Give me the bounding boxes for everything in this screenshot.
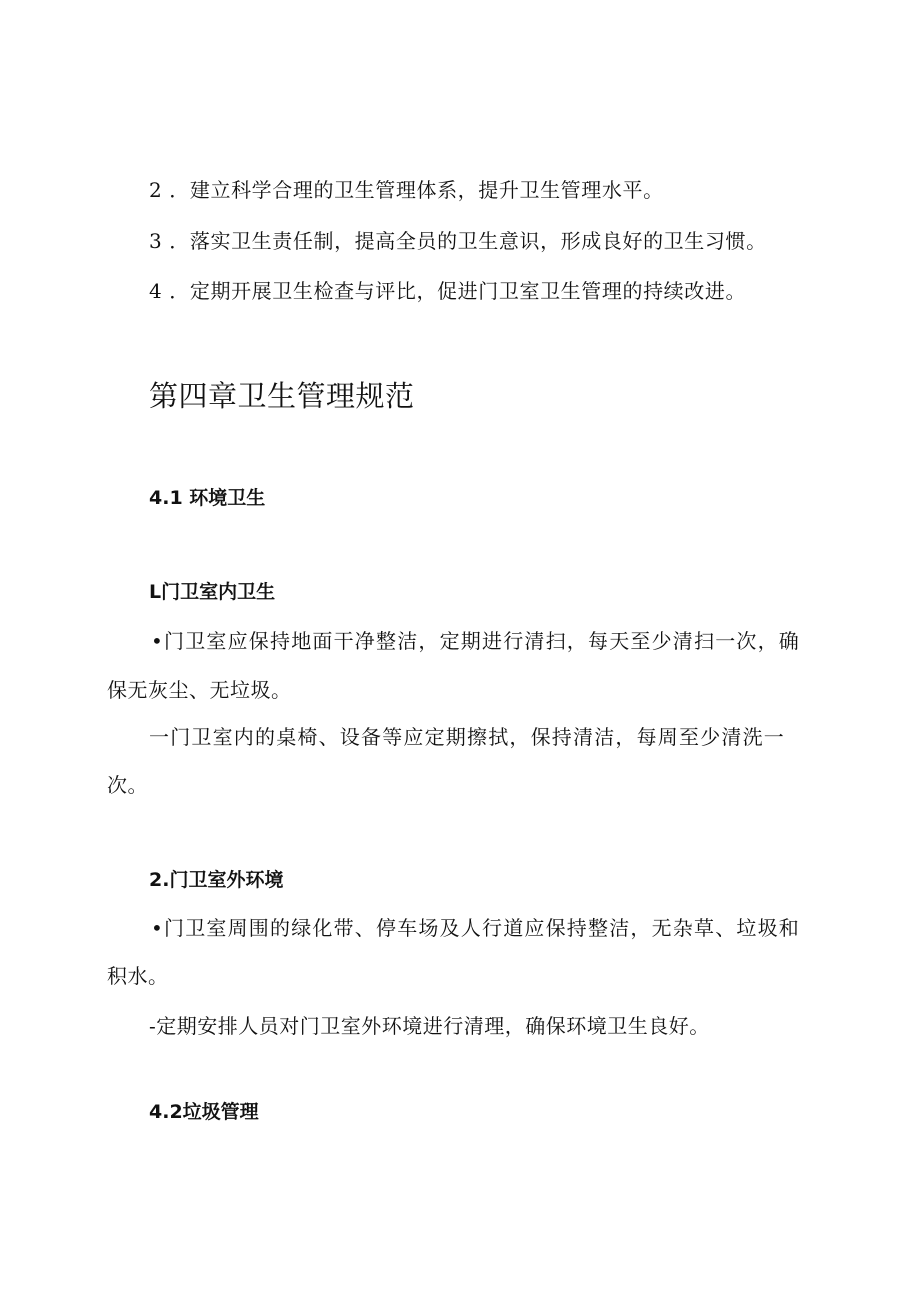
- subsection-heading-indoor: L门卫室内卫生: [149, 581, 276, 603]
- list-item-3: 3 ．落实卫生责任制，提高全员的卫生意识，形成良好的卫生习惯。: [149, 229, 767, 253]
- list-item-4: 4 ．定期开展卫生检查与评比，促进门卫室卫生管理的持续改进。: [149, 279, 747, 303]
- paragraph-indoor-furniture-line-1: 一门卫室内的桌椅、设备等应定期擦拭，保持清洁，每周至少清洗一: [149, 725, 785, 749]
- subsection-heading-outdoor: 2.门卫室外环境: [149, 869, 284, 891]
- paragraph-indoor-furniture-line-2: 次。: [107, 773, 148, 797]
- section-heading-4-2: 4.2垃圾管理: [149, 1101, 259, 1123]
- section-heading-4-1: 4.1 环境卫生: [149, 487, 266, 509]
- paragraph-indoor-floor-line-2: 保无灰尘、无垃圾。: [107, 678, 292, 702]
- paragraph-outdoor-cleaning: -定期安排人员对门卫室外环境进行清理，确保环境卫生良好。: [149, 1014, 710, 1038]
- paragraph-outdoor-surroundings-line-1: •门卫室周围的绿化带、停车场及人行道应保持整洁，无杂草、垃圾和: [151, 916, 800, 940]
- paragraph-indoor-floor-line-1: •门卫室应保持地面干净整洁，定期进行清扫，每天至少清扫一次，确: [151, 629, 800, 653]
- chapter-title: 第四章卫生管理规范: [149, 379, 415, 413]
- paragraph-outdoor-surroundings-line-2: 积水。: [107, 964, 169, 988]
- list-item-2: 2 ．建立科学合理的卫生管理体系，提升卫生管理水平。: [149, 178, 664, 202]
